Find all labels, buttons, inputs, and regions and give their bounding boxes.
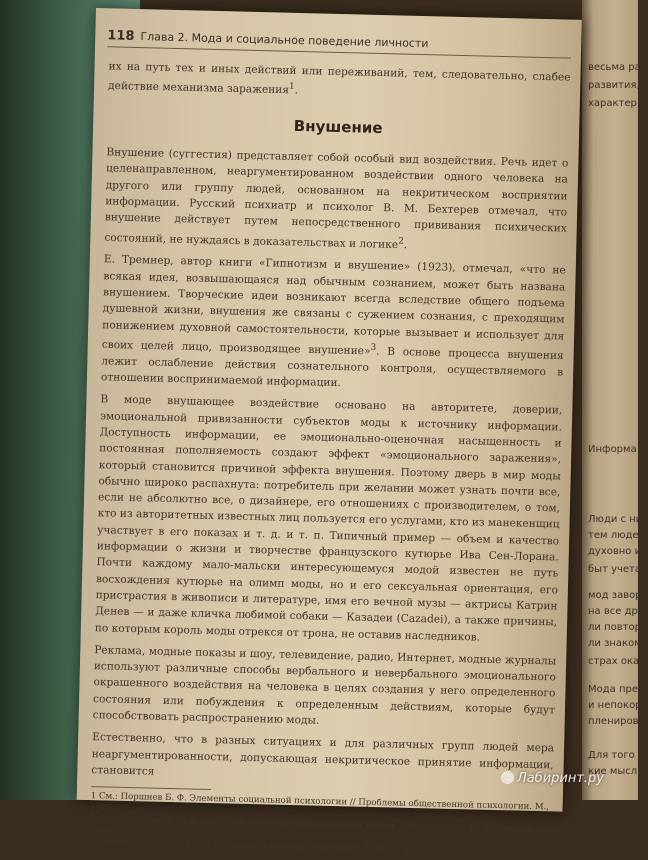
adjacent-line: развития, [588, 80, 640, 91]
chapter-title: Глава 2. Мода и социальное поведение личности [140, 30, 429, 51]
footnote: 3 Тремнер Е. Гипнотизм и внушение. Кишинев: Универсул, 1991. С. 120. [89, 837, 424, 856]
footnote-separator [91, 786, 211, 790]
adjacent-line: быт учета [588, 564, 641, 575]
paragraph: Естественно, что в разных ситуациях и для различных групп людей мера неаргументированности, допускающая некритическое принятие информации, становится [91, 731, 555, 778]
footnote: 2 См.: Бехтерев В. М. Внушение и его роль в общественной жизни. СПб.: Издание К. Л. Риккера, 1908. [89, 814, 535, 837]
adjacent-page [582, 0, 648, 800]
watermark: Лабиринт.ру [501, 771, 604, 786]
adjacent-line: ли знаком [588, 638, 642, 649]
adjacent-line: весьма ра [588, 62, 641, 73]
paragraph: Е. Тремнер, автор книги «Гипнотизм и внушение» (1923), отмечал, «что не всякая идея, возвышающаяся над обычным сознанием, может быть названа внушением. Творческие идеи возникают всегда вследствие общего подъема душевной жизни, внушения же связаны с сужением сознания, с преходящим понижением духовной самостоятельности, которые вызывает и использует для своих целей лицо, производящее внушение»$^3$. В основе процесса внушения лежит ослабление действия сознательного контроля, осуществляемого в отношении воспринимаемой информации. [100, 253, 566, 390]
book-page [77, 8, 582, 856]
running-header [107, 28, 571, 58]
adjacent-line: духовно и [588, 546, 642, 557]
footnote-ref: 3 [370, 342, 377, 353]
adjacent-line: кие мысли [588, 766, 644, 777]
intro-paragraph: их на путь тех и иных действий или переживаний, тем, следовательно, слабее действие механизма заражения$^1$. [107, 60, 571, 97]
adjacent-line: страх оказ [588, 656, 645, 667]
adjacent-line: Мода пред [588, 684, 645, 695]
adjacent-line: Информа [588, 444, 637, 455]
section-title: Внушение [293, 116, 383, 138]
footnote-ref: 1 [288, 82, 295, 93]
adjacent-line: на все дру [588, 606, 644, 617]
adjacent-line: плениров [588, 716, 639, 727]
adjacent-line: Для того [588, 750, 635, 761]
adjacent-line: ли повтора [588, 622, 648, 633]
paragraph: Внушение (суггестия) представляет собой особый вид воздействия. Речь идет о целенаправленном, неаргументированном воздействии одного человека на другого или группу людей, основанном на некритическом восприятии информации. Русский психиатр и психолог В. М. Бехтерев отмечал, что внушение действует путем непосредственного прививания психических состояний, не нуждаясь в доказательствах и логике$^2$. [104, 146, 569, 251]
page-body [89, 58, 570, 860]
adjacent-line: и непокор [588, 700, 642, 711]
paragraph: В моде внушающее воздействие основано на авторитете, доверии, эмоциональной привязанности субъектов моды к источнику информации. Доступность информации, ее эмоционально-оценочная насыщенность и постоянная пополняемость создают эффект «эмоционального заражения», который становится причиной эффекта внушения. Поэтому дверь в мир моды обычно широко распахнута: потребитель при желании может узнать почти все, если не абсолютно все, о дизайнере, его отношениях с производителем, о том, кто из авторитетных известных лиц пользуется его услугами, кто из манекенщиц участвует в его показах и т. д. и т. п. Типичный пример — объем и качество информации о жизни и творчестве французского кутюрье Ива Сен-Лорана. Почти каждому мало-мальски интересующемуся модой известен не путь восхождения кутюрье на олимп моды, но и его сексуальная ориентация, его пристрастия в живописи и литературе, имя его вечной музы — актрисы Катрин Денев — и даже кличка любимой собаки — Казадеи (Cazadei), а также причины, по которым король моды отрекся от трона, не оставив наследников. [94, 393, 563, 644]
footnote: 1 См.: Поршнев Б. Ф. Элементы социальной психологии // Проблемы общественной психологии. М., 1965. [90, 791, 550, 814]
adjacent-line: мод завора [588, 590, 648, 601]
adjacent-line: характер [588, 98, 637, 109]
adjacent-line: Люди с ни [588, 514, 643, 525]
footnote-ref: 2 [398, 236, 404, 247]
page-number: 118 [107, 28, 135, 44]
adjacent-line: тем люде [588, 530, 639, 541]
labirint-logo-icon [501, 771, 514, 784]
paragraph: Реклама, модные показы и шоу, телевидение, радио, Интернет, модные журналы используют различные способы вербального и невербального эмоционального окрашенного воздействия на человека в целях создания у него определенного состояния или побуждения к определенным действиям, которые будут способствовать распространению моды. [92, 643, 557, 727]
